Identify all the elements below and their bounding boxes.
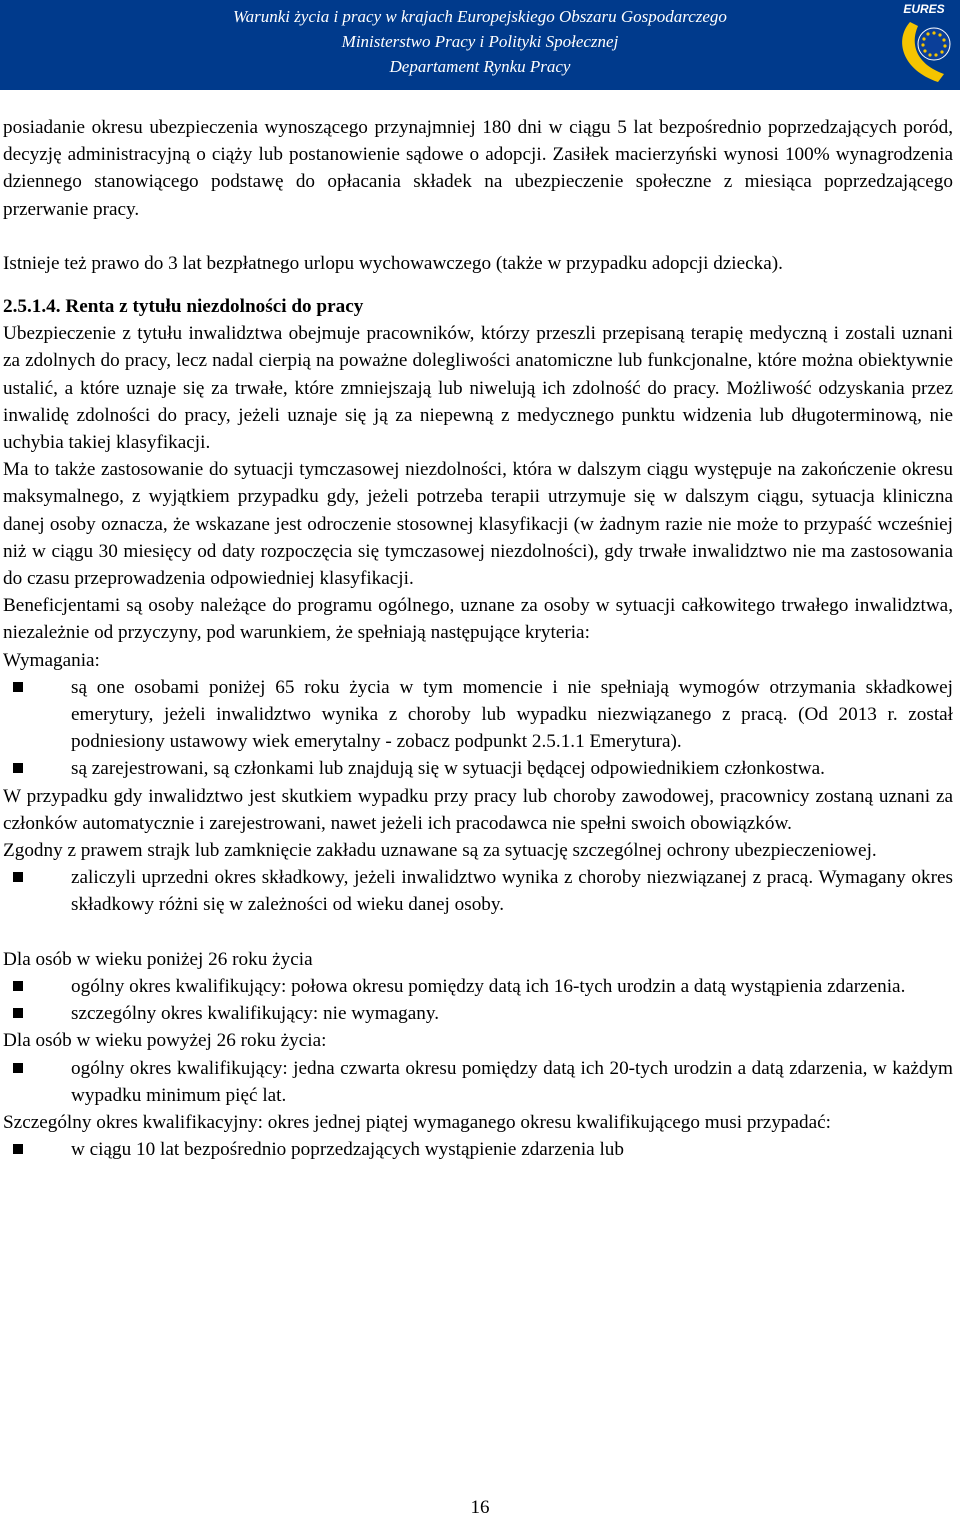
paragraph-temporary: Ma to także zastosowanie do sytuacji tymczasowej niezdolności, która w dalszym ciągu występuje na zakończenie okresu maksymalnego, z wyjątkiem przypadku gdy, jeżeli potrzeba terapii utrzymuje się w dalszym ciągu, sytuacja kliniczna danej osoby oznacza, że wskazane jest odroczenie stosownej klasyfikacji (w żadnym razie nie może to przypaść wcześniej niż w ciągu 30 miesięcy od daty rozpoczęcia się tymczasowej niezdolności), gdy trwałe inwalidztwo nie ma zastosowania do czasu przeprowadzenia odpowiedniej klasyfikacji. [3, 459, 953, 590]
header-title: Warunki życia i pracy w krajach Europejskiego Obszaru Gospodarczego [233, 7, 727, 26]
paragraph-accident: W przypadku gdy inwalidztwo jest skutkiem wypadku przy pracy lub choroby zawodowej, pracownicy zostaną uznani za członków automatycznie i zarejestrowani, nawet jeżeli ich pracodawca nie spełni swoich obowiązków. [3, 785, 953, 834]
bullet-icon [13, 1008, 23, 1018]
requirements-list-2 [3, 864, 953, 918]
paragraph-insurance: Ubezpieczenie z tytułu inwalidztwa obejmuje pracowników, którzy przeszli przepisaną terapię medyczną i zostali uznani za zdolnych do pracy, lecz nadal cierpią na poważne dolegliwości anatomiczne lub funkcjonalne, które można obiektywnie ustalić, a które uznaje się za trwałe, które zmniejszają lub niwelują ich zdolność do pracy. Możliwość odzyskania przez inwalidę zdolności do pracy, jeżeli uznaje się ją za niepewną z medycznego punktu widzenia lub długoterminową, nie uchybia takiej klasyfikacji. [3, 323, 953, 454]
paragraph-strike: Zgodny z prawem strajk lub zamknięcie zakładu uznawane są za sytuację szczególnej ochrony ubezpieczeniowej. [3, 840, 877, 862]
paragraph-special-period: Szczególny okres kwalifikacyjny: okres jednej piątej wymaganego okresu kwalifikującego musi przypadać: [3, 1111, 831, 1133]
requirements-label: Wymagania: [3, 649, 100, 671]
document-body [3, 114, 953, 1163]
bullet-icon [13, 682, 23, 692]
eures-logo-icon [888, 0, 960, 90]
section-number: 2.5.1.4. [3, 296, 61, 318]
over-26-label: Dla osób w wieku powyżej 26 roku życia: [3, 1030, 327, 1052]
logo-text: EURES [903, 2, 945, 16]
paragraph-beneficiaries: Beneficjentami są osoby należące do programu ogólnego, uznane za osoby w sytuacji całkowitego trwałego inwalidztwa, niezależnie od przyczyny, pod warunkiem, że spełniają następujące kryteria: [3, 595, 953, 644]
list-item: są one osobami poniżej 65 roku życia w tym momencie i nie spełniają wymogów otrzymania składkowej emerytury, jeżeli inwalidztwo wynika z choroby lub wypadku niezwiązanego z pracą. (Od 2013 r. został podniesiony ustawowy wiek emerytalny - zobacz podpunkt 2.5.1.1 Emerytura). [71, 674, 953, 756]
list-item: zaliczyli uprzedni okres składkowy, jeżeli inwalidztwo wynika z choroby niezwiązanej z pracą. Wymagany okres składkowy różni się w zależności od wieku danej osoby. [71, 864, 953, 918]
list-item: ogólny okres kwalifikujący: jedna czwarta okresu pomiędzy datą ich 20-tych urodzin a datą zdarzenia, w każdym wypadku minimum pięć lat. [71, 1055, 953, 1109]
paragraph-maternity: posiadanie okresu ubezpieczenia wynoszącego przynajmniej 180 dni w ciągu 5 lat bezpośrednio poprzedzających poród, decyzję administracyjną o ciąży lub postanowienie sądowe o adopcji. Zasiłek macierzyński wynosi 100% wynagrodzenia dziennego stanowiącego podstawę do opłacania składek na ubezpieczenie społeczne z miesiąca poprzedzającego przerwanie pracy. [3, 117, 953, 220]
page-number: 16 [470, 1497, 490, 1518]
list-item: szczególny okres kwalifikujący: nie wymagany. [71, 1000, 953, 1027]
bullet-icon [13, 872, 23, 882]
bullet-icon [13, 1063, 23, 1073]
under-26-list [3, 973, 953, 1027]
list-item: są zarejestrowani, są członkami lub znajdują się w sytuacji będącej odpowiednikiem członkostwa. [71, 755, 953, 782]
section-title: Renta z tytułu niezdolności do pracy [65, 296, 364, 318]
special-period-list [3, 1136, 953, 1163]
page-header [0, 0, 960, 90]
list-item: ogólny okres kwalifikujący: połowa okresu pomiędzy datą ich 16-tych urodzin a datą wystąpienia zdarzenia. [71, 973, 953, 1000]
bullet-icon [13, 981, 23, 991]
section-heading [3, 293, 953, 320]
bullet-icon [13, 763, 23, 773]
header-department: Departament Rynku Pracy [389, 57, 571, 76]
under-26-label: Dla osób w wieku poniżej 26 roku życia [3, 948, 313, 970]
paragraph-parental-leave: Istnieje też prawo do 3 lat bezpłatnego urlopu wychowawczego (także w przypadku adopcji dziecka). [3, 252, 783, 274]
header-text [150, 4, 810, 79]
requirements-list [3, 674, 953, 783]
list-item: w ciągu 10 lat bezpośrednio poprzedzających wystąpienie zdarzenia lub [71, 1136, 953, 1163]
over-26-list [3, 1055, 953, 1109]
bullet-icon [13, 1144, 23, 1154]
header-ministry: Ministerstwo Pracy i Polityki Społecznej [341, 32, 619, 51]
